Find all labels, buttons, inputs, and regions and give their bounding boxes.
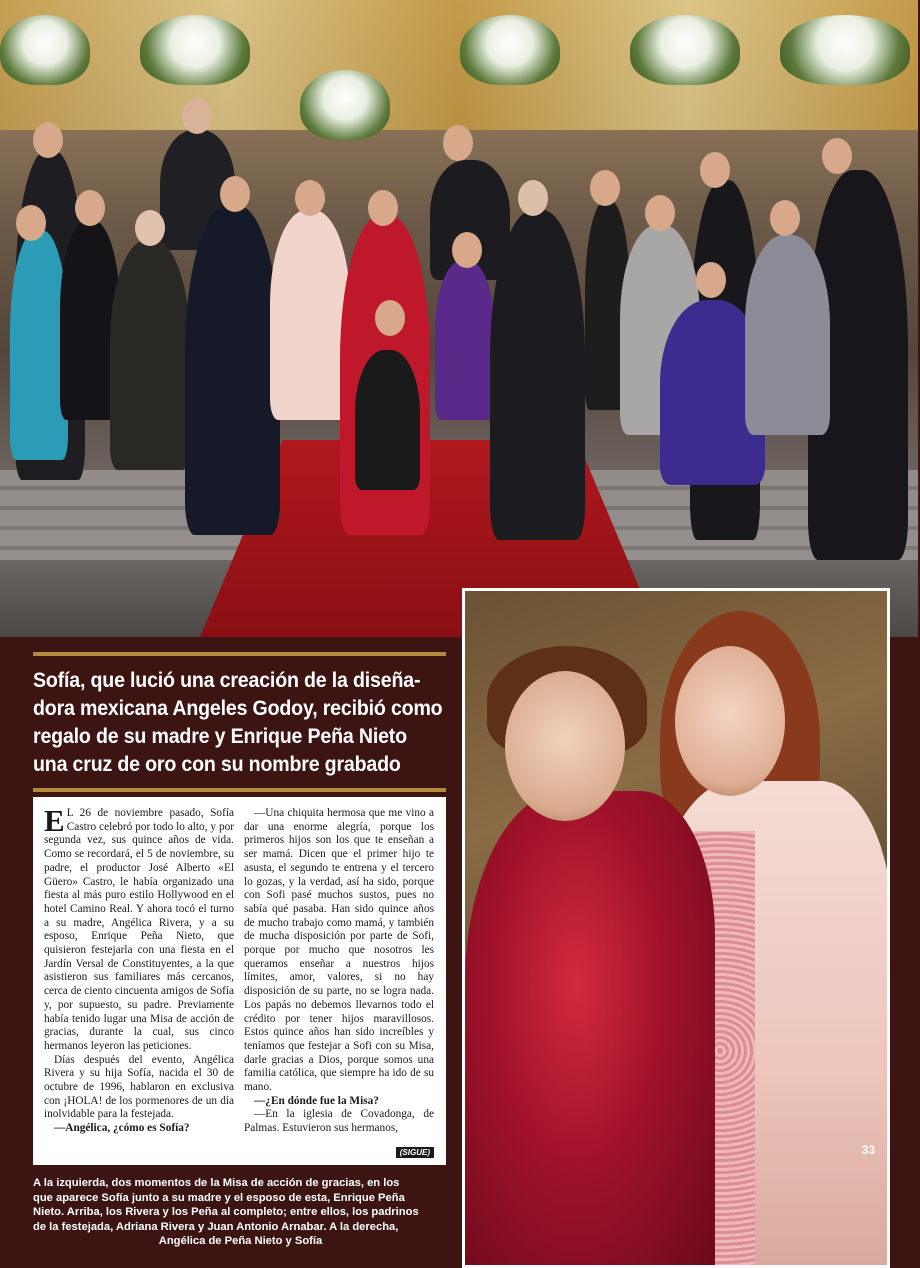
girl-face bbox=[505, 671, 625, 821]
person-head bbox=[182, 98, 212, 134]
caption-line: Angélica de Peña Nieto y Sofía bbox=[158, 1235, 323, 1248]
caption-line: de la festejada, Adriana Rivera y Juan Antonio Arnabar. A la derecha, bbox=[33, 1220, 399, 1233]
headline-line: dora mexicana Angeles Godoy, recibió como bbox=[33, 696, 443, 720]
rule-top bbox=[33, 652, 446, 656]
child bbox=[355, 350, 420, 490]
caption-line: Nieto. Arriba, los Rivera y los Peña al completo; entre ellos, los padrinos bbox=[33, 1206, 419, 1219]
person-head bbox=[443, 125, 473, 161]
person-head bbox=[696, 262, 726, 298]
mother-daughter-portrait bbox=[465, 591, 887, 1265]
paragraph-text: L 26 de noviembre pasado, Sofía Castro celebró por todo lo alto, y por segunda vez, sus quince años de vida. Como se recordará, el 5 de noviembre, su padre, el productor José Alberto «El Güero» Castro, le había organizado una fiesta al más puro estilo Hollywood en el hotel Camino Real. Y ahora tocó el turno a su madre, Angélica Rivera, y a su esposo, Enrique Peña Nieto, que quisieron festejarla con una fiesta en el Jardín Versal de Constituyentes, a la que asistieron sus familiares más cercanos, cerca de ciento cincuenta amigos de Sofía y, por supuesto, su padre. Previamente había tenido lugar una Misa de acción de gracias, durante la cual, sus cinco hermanos leyeron las peticiones. bbox=[44, 807, 234, 1052]
person-head bbox=[700, 152, 730, 188]
flower-arrangement bbox=[780, 15, 910, 85]
caption-line: que aparece Sofía junto a su madre y el esposo de esta, Enrique Peña bbox=[33, 1191, 405, 1204]
caption-line: A la izquierda, dos momentos de la Misa de acción de gracias, en los bbox=[33, 1177, 400, 1189]
person-head bbox=[220, 176, 250, 212]
person-head bbox=[822, 138, 852, 174]
person-head bbox=[375, 300, 405, 336]
headline bbox=[33, 666, 447, 778]
person-head bbox=[295, 180, 325, 216]
interview-question: —Angélica, ¿cómo es Sofía? bbox=[54, 1122, 190, 1135]
person-purple-dress bbox=[435, 260, 495, 420]
interview-question: —¿En dónde fue la Misa? bbox=[254, 1094, 379, 1107]
person-head bbox=[75, 190, 105, 226]
paragraph: Días después del evento, Angélica Rivera y su hija Sofía, nacida el 30 de octubre de 1996, hablaron en exclusiva con ¡HOLA! de los pormenores de un día inolvidable para la festejada. bbox=[44, 1053, 234, 1121]
person-patterned-dress bbox=[745, 235, 830, 435]
person bbox=[110, 240, 190, 470]
person-head bbox=[770, 200, 800, 236]
person-head bbox=[452, 232, 482, 268]
person-head bbox=[33, 122, 63, 158]
flower-arrangement bbox=[460, 15, 560, 85]
person-head bbox=[590, 170, 620, 206]
headline-line: una cruz de oro con su nombre grabado bbox=[33, 752, 401, 776]
paragraph bbox=[44, 803, 234, 1054]
altar-background bbox=[0, 0, 918, 130]
person-pink-coat bbox=[270, 210, 350, 420]
flower-arrangement bbox=[140, 15, 250, 85]
flower-arrangement bbox=[630, 15, 740, 85]
photo-caption bbox=[33, 1176, 448, 1249]
woman-face bbox=[675, 646, 785, 796]
paragraph: —Una chiquita hermosa que me vino a dar una enorme alegría, porque los primeros hijos son los que te enseñan a ser mamá. Dicen que el primer hijo te asusta, el segundo te entrena y el tercero lo gozas, y la verdad, así ha sido, porque con Sofi pasé muchos sustos, pues no sabía qué pasaba. Han sido quince años de mucho trabajo como mamá, y también de mucha disposición por parte de Sofi, porque por mucho que nosotros les queramos enseñar a nuestros hijos límites, amor, valores, si no hay disposición de su parte, no se logra nada. Los papás no debemos llevarnos todo el crédito por tener hijos maravillosos. Estos quince años han sido increíbles y teníamos que festejar a Sofi con su Misa, darle gracias a Dios, porque somos una familia católica, que siempre ha ido de su mano. bbox=[244, 807, 434, 1094]
article-column-1 bbox=[44, 803, 234, 1157]
paragraph: —En la iglesia de Covadonga, de Palmas. Estuvieron sus hermanos, bbox=[244, 1108, 434, 1135]
headline-block bbox=[33, 652, 446, 792]
article-body bbox=[33, 797, 446, 1165]
girl-red-dress bbox=[465, 791, 715, 1265]
rule-bottom bbox=[33, 788, 446, 792]
person-head bbox=[135, 210, 165, 246]
article-column-2 bbox=[244, 807, 434, 1157]
person-head bbox=[645, 195, 675, 231]
flower-arrangement bbox=[300, 70, 390, 140]
portrait-photo-frame bbox=[462, 588, 890, 1268]
person bbox=[185, 205, 280, 535]
headline-line: regalo de su madre y Enrique Peña Nieto bbox=[33, 724, 407, 748]
page-number: 33 bbox=[861, 1143, 875, 1157]
person-head bbox=[368, 190, 398, 226]
flower-arrangement bbox=[0, 15, 90, 85]
person-head bbox=[16, 205, 46, 241]
continue-tag: (SIGUE) bbox=[396, 1147, 434, 1158]
drop-cap: E bbox=[44, 803, 65, 838]
person-head bbox=[518, 180, 548, 216]
person bbox=[490, 210, 585, 540]
headline-line: Sofía, que lució una creación de la diseña- bbox=[33, 668, 421, 692]
